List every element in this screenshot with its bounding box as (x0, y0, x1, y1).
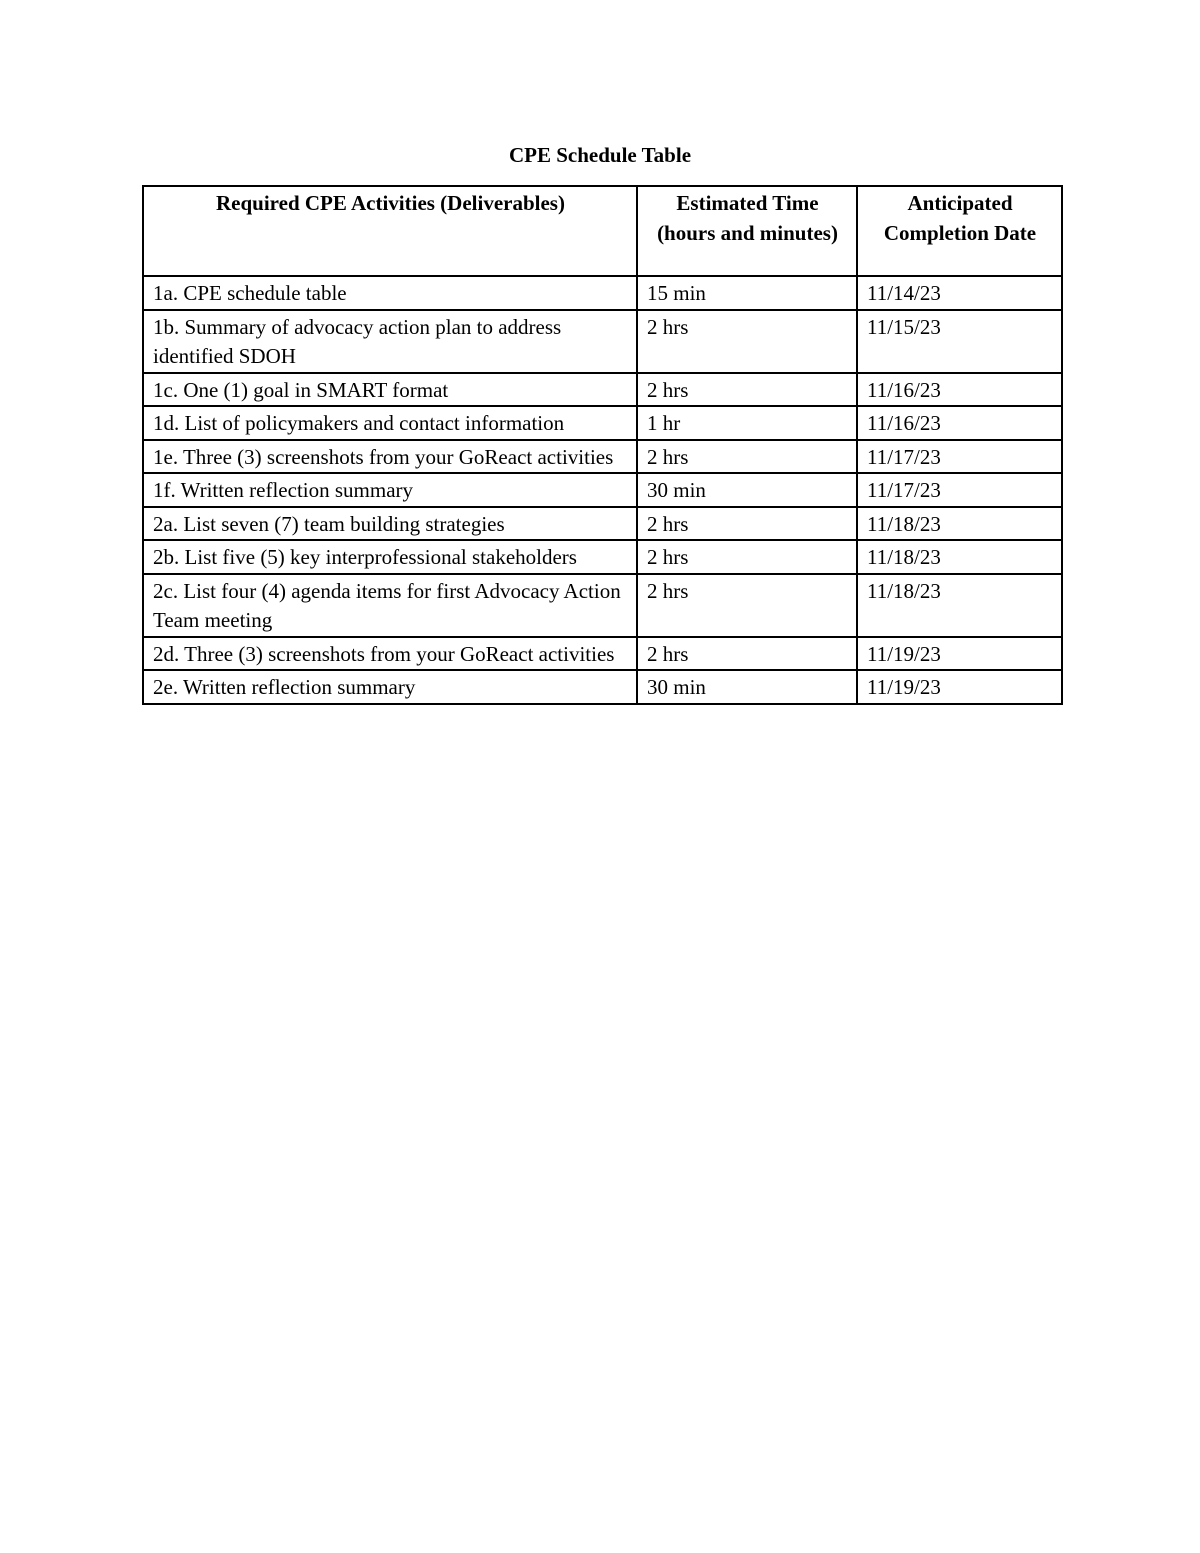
date-cell: 11/16/23 (857, 373, 1062, 407)
table-row (143, 310, 1062, 373)
time-cell: 2 hrs (637, 373, 857, 407)
time-cell: 30 min (637, 670, 857, 704)
time-cell: 2 hrs (637, 440, 857, 474)
table-row (143, 276, 1062, 310)
activity-cell: 2b. List five (5) key interprofessional stakeholders (143, 540, 637, 574)
table-row (143, 406, 1062, 440)
page-title: CPE Schedule Table (508, 143, 692, 167)
time-cell: 2 hrs (637, 507, 857, 541)
table-row (143, 540, 1062, 574)
column-header-estimated-time: Estimated Time (hours and minutes) (637, 186, 857, 276)
activity-cell: 1f. Written reflection summary (143, 473, 637, 507)
activity-cell: 1d. List of policymakers and contact information (143, 406, 637, 440)
date-cell: 11/19/23 (857, 637, 1062, 671)
time-cell: 2 hrs (637, 310, 857, 373)
time-cell: 1 hr (637, 406, 857, 440)
activity-cell: 1a. CPE schedule table (143, 276, 637, 310)
date-cell: 11/18/23 (857, 507, 1062, 541)
table-row (143, 440, 1062, 474)
table-row (143, 473, 1062, 507)
activity-cell: 2c. List four (4) agenda items for first Advocacy Action Team meeting (143, 574, 637, 637)
activity-cell: 2e. Written reflection summary (143, 670, 637, 704)
date-cell: 11/14/23 (857, 276, 1062, 310)
table-row (143, 670, 1062, 704)
cpe-schedule-table (142, 185, 1063, 705)
time-cell: 2 hrs (637, 637, 857, 671)
column-header-completion-date: Anticipated Completion Date (857, 186, 1062, 276)
time-cell: 30 min (637, 473, 857, 507)
table-header-row (143, 186, 1062, 276)
date-cell: 11/17/23 (857, 473, 1062, 507)
activity-cell: 2a. List seven (7) team building strategies (143, 507, 637, 541)
table-row (143, 373, 1062, 407)
activity-cell: 1c. One (1) goal in SMART format (143, 373, 637, 407)
activity-cell: 1e. Three (3) screenshots from your GoReact activities (143, 440, 637, 474)
table-row (143, 507, 1062, 541)
table-row (143, 637, 1062, 671)
date-cell: 11/17/23 (857, 440, 1062, 474)
time-cell: 15 min (637, 276, 857, 310)
column-header-activities: Required CPE Activities (Deliverables) (143, 186, 637, 276)
activity-cell: 1b. Summary of advocacy action plan to address identified SDOH (143, 310, 637, 373)
time-cell: 2 hrs (637, 540, 857, 574)
time-cell: 2 hrs (637, 574, 857, 637)
date-cell: 11/16/23 (857, 406, 1062, 440)
activity-cell: 2d. Three (3) screenshots from your GoReact activities (143, 637, 637, 671)
date-cell: 11/18/23 (857, 540, 1062, 574)
date-cell: 11/18/23 (857, 574, 1062, 637)
table-row (143, 574, 1062, 637)
date-cell: 11/19/23 (857, 670, 1062, 704)
date-cell: 11/15/23 (857, 310, 1062, 373)
